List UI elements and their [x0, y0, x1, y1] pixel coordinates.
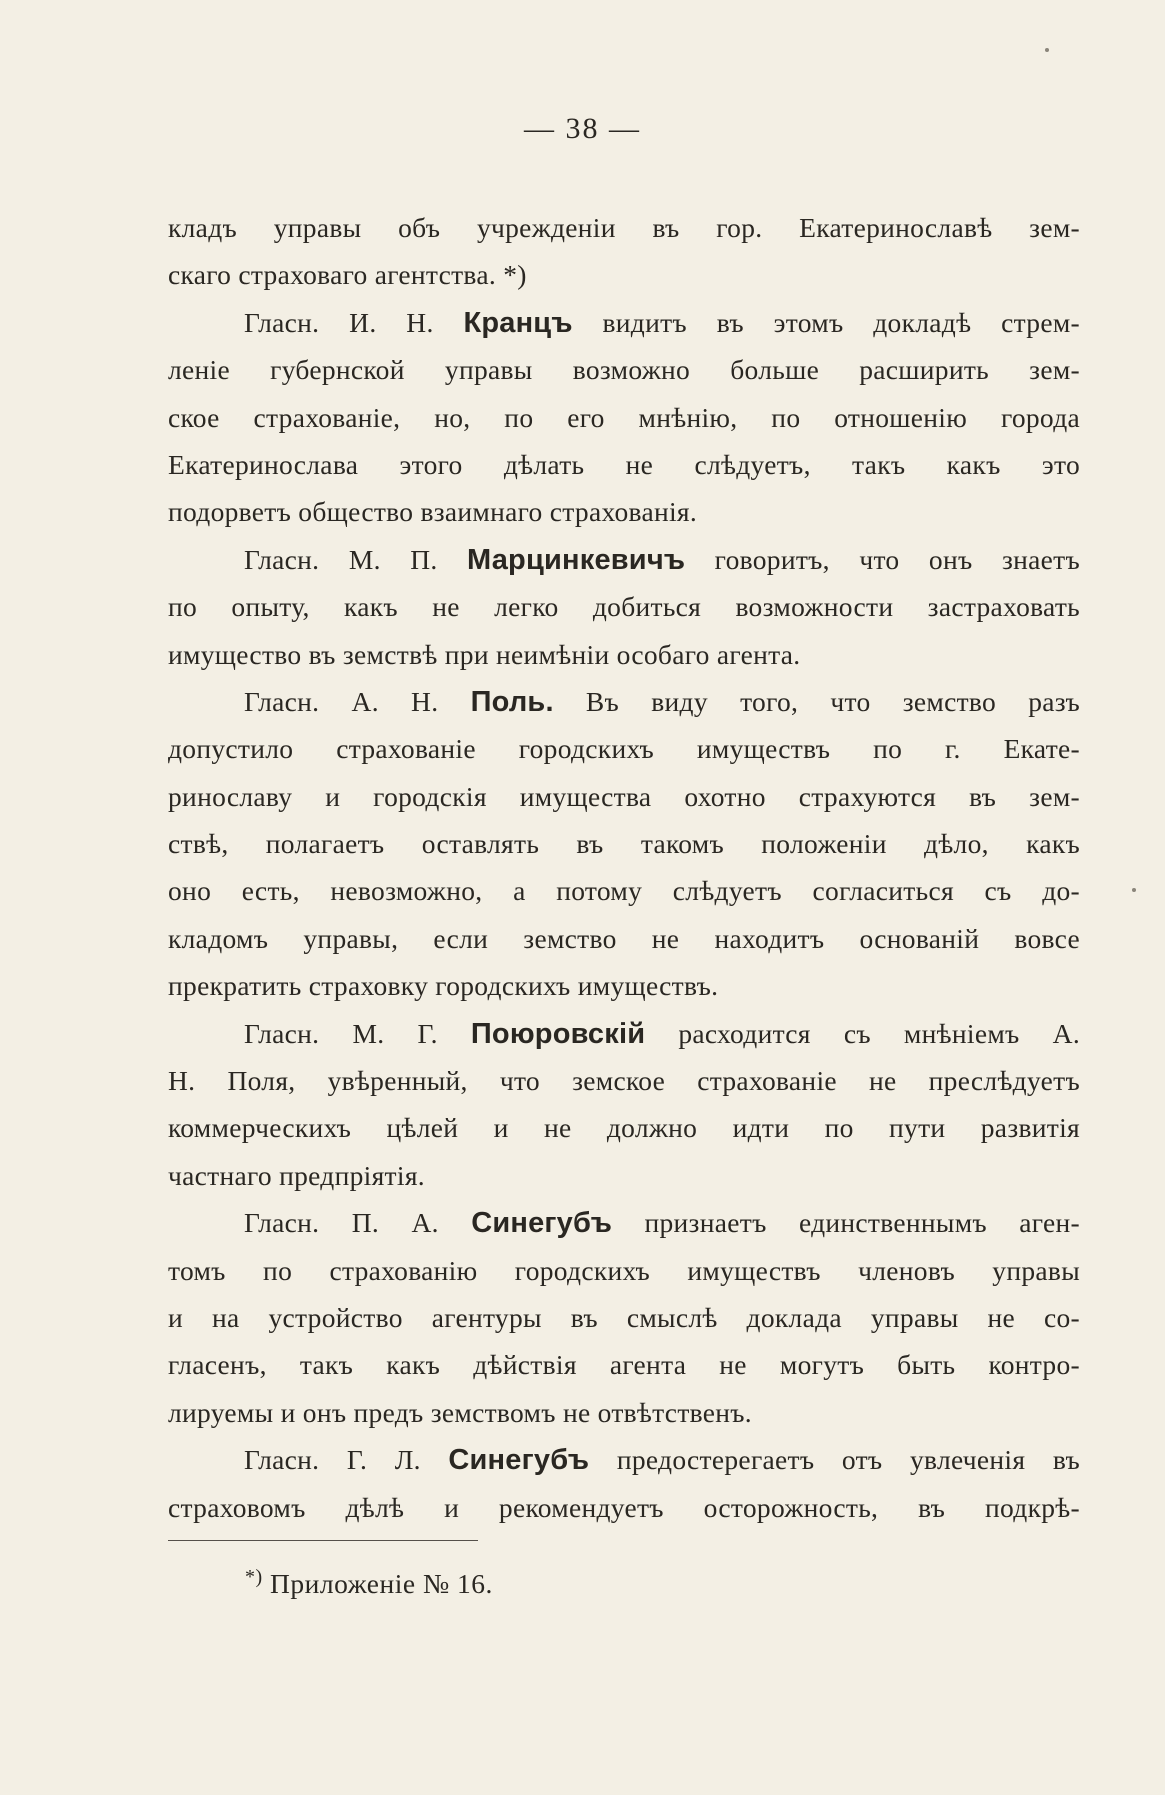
speaker-prefix: Гласн. Г. Л. — [244, 1444, 421, 1476]
text-line: скаго страховаго агентства. *) — [168, 259, 527, 291]
text-fragment: Въ виду того, что земство разъ — [553, 685, 1080, 717]
text-line: кладъ управы объ учрежденіи въ гор. Екатеринославѣ зем- — [168, 212, 1080, 243]
text-line: кладомъ управы, если земство не находитъ основаній вовсе — [168, 922, 1080, 954]
footnote — [245, 1560, 493, 1607]
text-line: лируемы и онъ предъ земствомъ не отвѣтственъ. — [168, 1396, 752, 1428]
paragraph-first-line — [168, 299, 1080, 346]
text-line: ринославу и городскія имущества охотно страхуются въ зем- — [168, 780, 1080, 812]
text-line: прекратить страховку городскихъ имуществъ. — [168, 970, 719, 1002]
footnote-divider — [168, 1540, 478, 1541]
footnote-mark: *) — [245, 1565, 263, 1588]
text-line: Екатеринослава этого дѣлать не слѣдуетъ, такъ какъ это — [168, 448, 1080, 480]
speaker-prefix: Гласн. М. П. — [244, 543, 438, 575]
text-line: по опыту, какъ не легко добиться возможности застраховать — [168, 591, 1080, 623]
paragraph-first-line — [168, 1199, 1080, 1246]
text-fragment: видитъ въ этомъ докладѣ стрем- — [572, 306, 1080, 338]
paragraph-first-line — [168, 536, 1080, 583]
text-line: леніе губернской управы возможно больше расширить зем- — [168, 354, 1080, 386]
speaker-prefix: Гласн. П. А. — [244, 1207, 439, 1239]
speaker-prefix: Гласн. М. Г. — [244, 1017, 438, 1049]
text-line: томъ по страхованію городскихъ имуществъ членовъ управы — [168, 1254, 1080, 1286]
speaker-name: Синегубъ — [471, 1207, 613, 1240]
paper-speck — [1132, 888, 1136, 892]
paragraph-first-line — [168, 1436, 1080, 1483]
paragraph-first-line — [168, 678, 1080, 725]
text-line: Н. Поля, увѣренный, что земское страхованіе не преслѣдуетъ — [168, 1065, 1080, 1097]
paper-speck — [1045, 48, 1049, 52]
text-line: страховомъ дѣлѣ и рекомендуетъ осторожность, въ подкрѣ- — [168, 1491, 1080, 1523]
speaker-name: Марцинкевичъ — [467, 543, 686, 576]
page-number: — 38 — — [524, 112, 641, 145]
text-line: ское страхованіе, но, по его мнѣнію, по отношенію города — [168, 401, 1080, 433]
text-line: допустило страхованіе городскихъ имуществъ по г. Екате- — [168, 733, 1080, 765]
text-line: оно есть, невозможно, а потому слѣдуетъ согласиться съ до- — [168, 875, 1080, 907]
text-line: подорветъ общество взаимнаго страхованія. — [168, 496, 698, 528]
speaker-prefix: Гласн. А. Н. — [244, 685, 439, 717]
text-fragment: расходится съ мнѣніемъ А. — [645, 1017, 1081, 1049]
text-fragment: говоритъ, что онъ знаетъ — [685, 543, 1080, 575]
text-fragment: предостерегаетъ отъ увлеченія въ — [589, 1444, 1080, 1476]
footnote-text: Приложеніе № 16. — [262, 1568, 493, 1599]
speaker-name: Поль. — [470, 685, 554, 718]
speaker-prefix: Гласн. И. Н. — [244, 306, 434, 338]
text-line: ствѣ, полагаетъ оставлять въ такомъ положеніи дѣло, какъ — [168, 828, 1080, 860]
text-line: и на устройство агентуры въ смыслѣ доклада управы не со- — [168, 1301, 1080, 1333]
text-line: имущество въ земствѣ при неимѣніи особаго агента. — [168, 638, 801, 670]
speaker-name: Синегубъ — [448, 1444, 590, 1477]
speaker-name: Кранцъ — [463, 306, 573, 339]
speaker-name: Поюровскій — [470, 1017, 646, 1050]
text-line: коммерческихъ цѣлей и не должно идти по пути развитія — [168, 1112, 1080, 1144]
text-fragment: признаетъ единственнымъ аген- — [612, 1207, 1080, 1239]
text-line: частнаго предпріятія. — [168, 1159, 425, 1191]
paragraph-first-line — [168, 1010, 1080, 1057]
body-text — [168, 204, 1080, 1531]
text-line: гласенъ, такъ какъ дѣйствія агента не могутъ быть контро- — [168, 1349, 1080, 1381]
